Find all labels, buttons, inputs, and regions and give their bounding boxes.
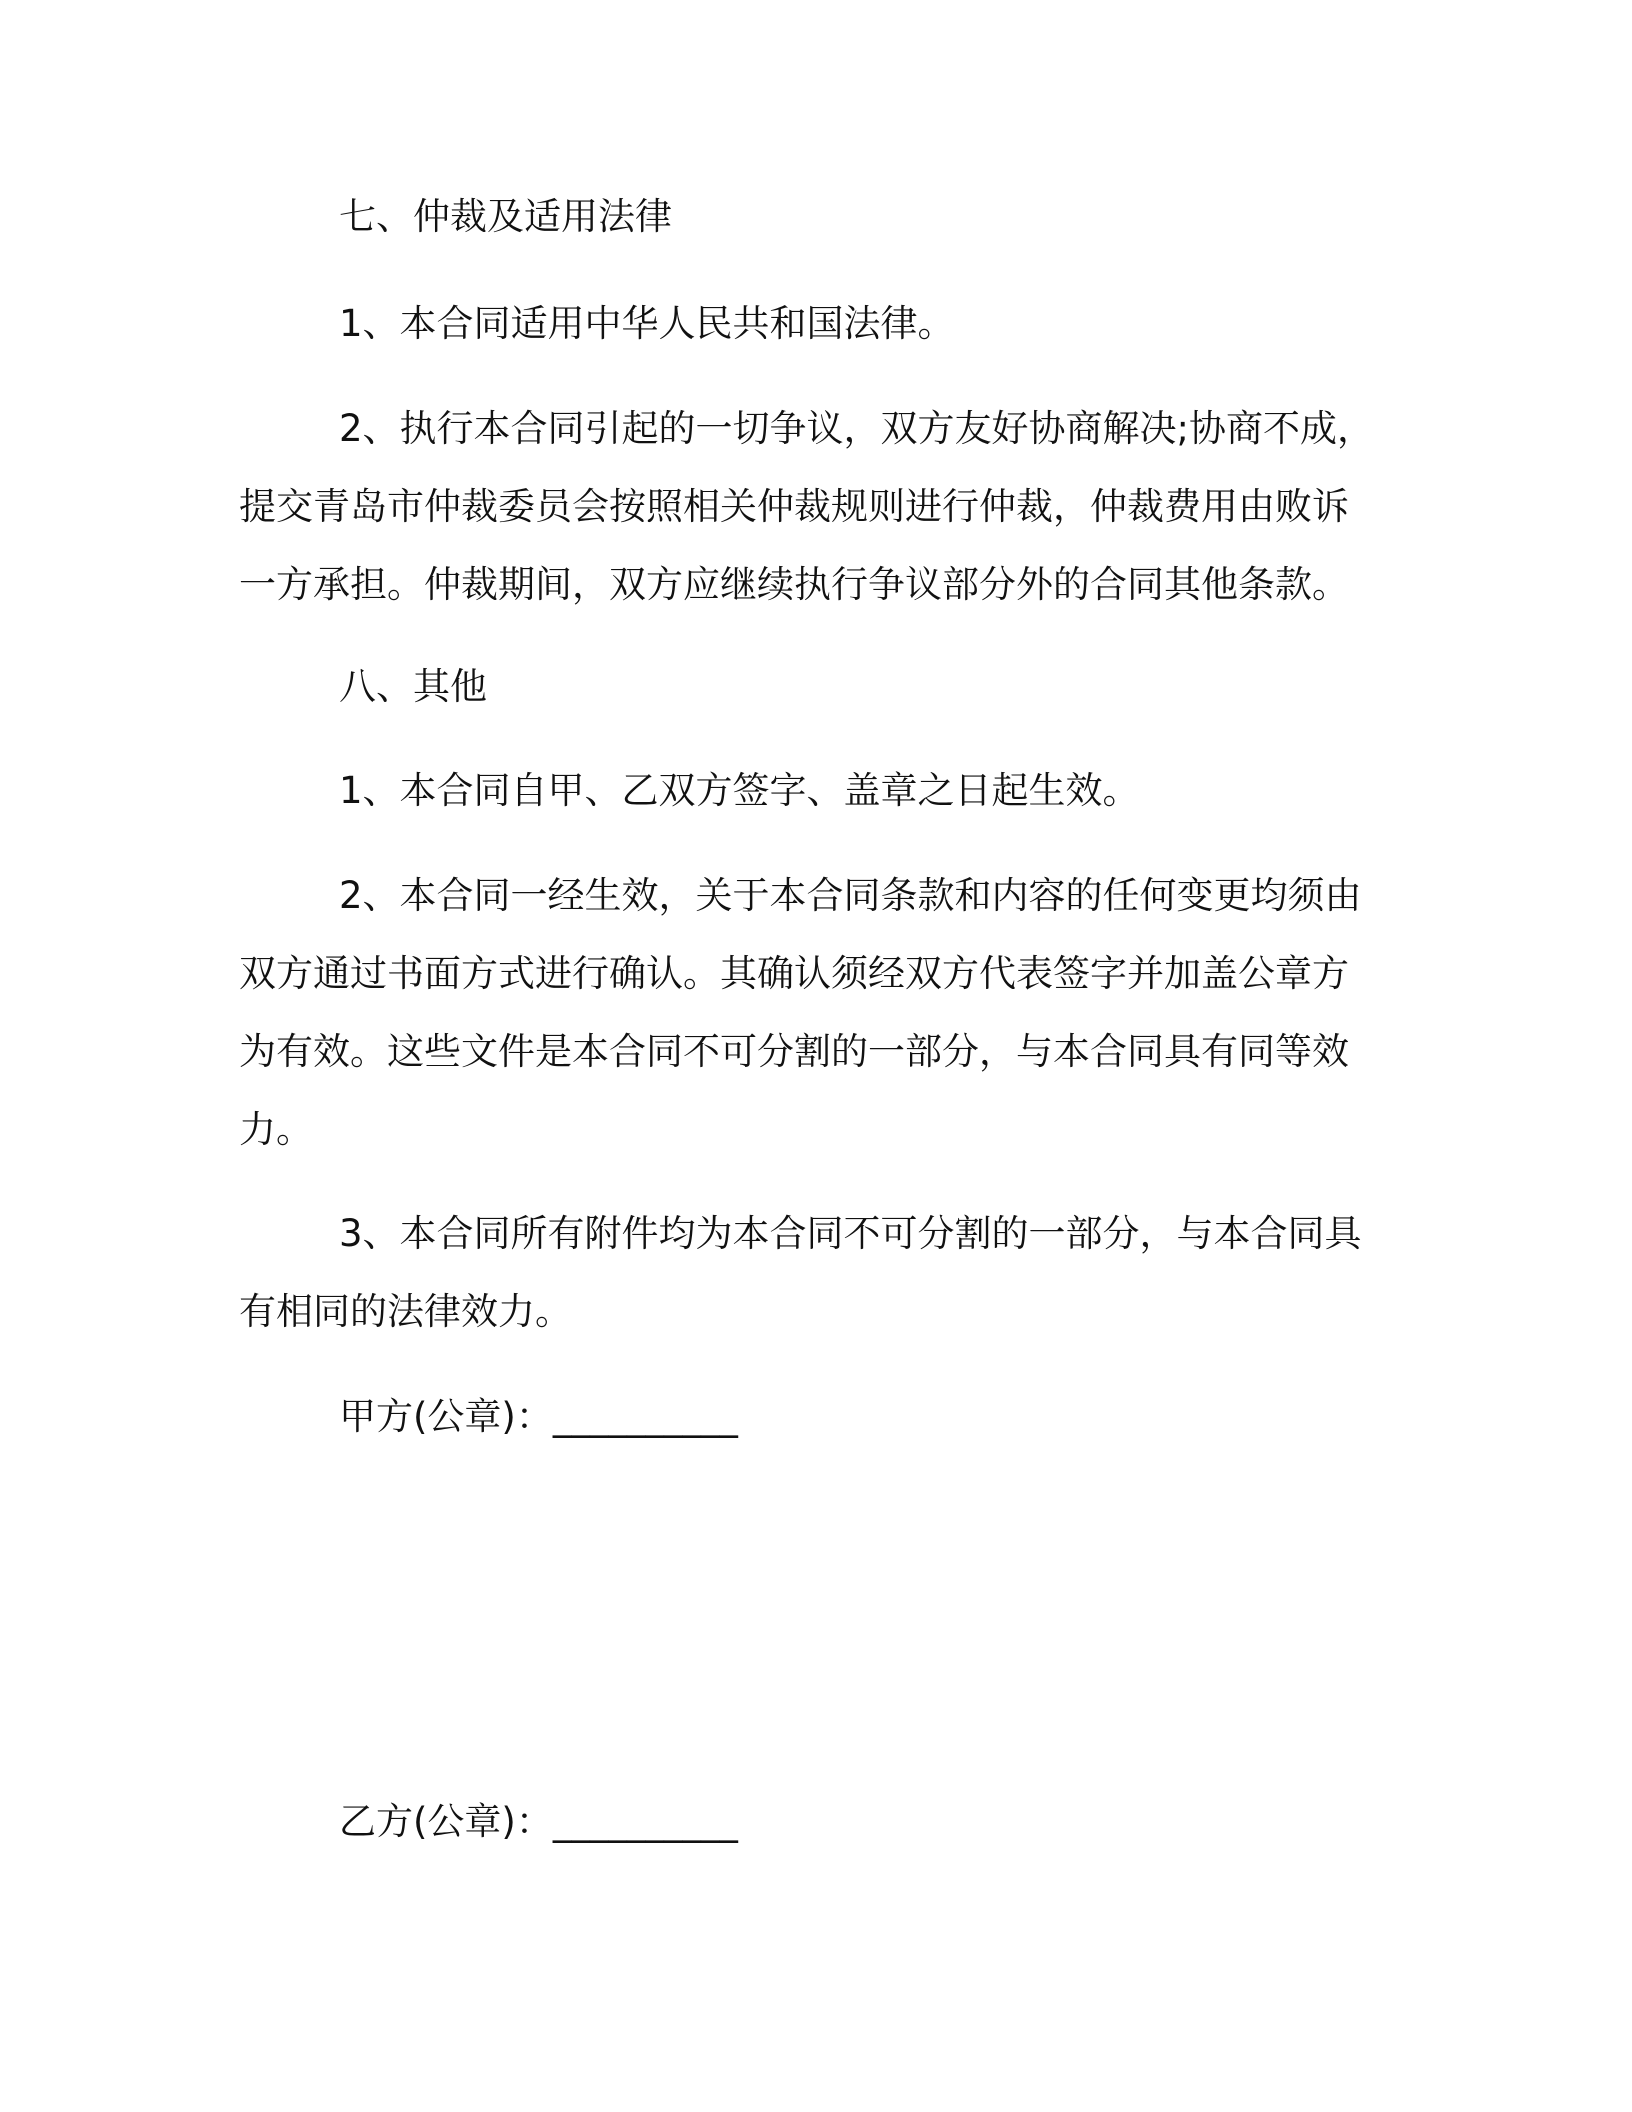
other-item-1: 1、本合同自甲、乙双方签字、盖章之日起生效。 bbox=[339, 769, 1140, 812]
other-item-2-line-1: 2、本合同一经生效，关于本合同条款和内容的任何变更均须由 bbox=[339, 874, 1362, 917]
other-heading: 八、其他 bbox=[339, 665, 487, 708]
other-item-3-line-1: 3、本合同所有附件均为本合同不可分割的一部分，与本合同具 bbox=[339, 1212, 1362, 1255]
arbitration-item-2-line-2: 提交青岛市仲裁委员会按照相关仲裁规则进行仲裁，仲裁费用由败诉 bbox=[239, 485, 1349, 528]
party-b-signature: 乙方(公章)：__________ bbox=[339, 1800, 738, 1843]
other-item-2-line-4: 力。 bbox=[239, 1108, 313, 1151]
other-item-2-line-2: 双方通过书面方式进行确认。其确认须经双方代表签字并加盖公章方 bbox=[239, 952, 1349, 995]
other-item-3-line-2: 有相同的法律效力。 bbox=[239, 1290, 572, 1333]
party-a-signature: 甲方(公章)：__________ bbox=[339, 1395, 738, 1438]
arbitration-heading: 七、仲裁及适用法律 bbox=[339, 195, 672, 238]
arbitration-item-2-line-1: 2、执行本合同引起的一切争议，双方友好协商解决;协商不成， bbox=[339, 407, 1375, 450]
arbitration-item-1: 1、本合同适用中华人民共和国法律。 bbox=[339, 302, 955, 345]
arbitration-item-2-line-3: 一方承担。仲裁期间，双方应继续执行争议部分外的合同其他条款。 bbox=[239, 563, 1349, 606]
other-item-2-line-3: 为有效。这些文件是本合同不可分割的一部分，与本合同具有同等效 bbox=[239, 1030, 1349, 1073]
